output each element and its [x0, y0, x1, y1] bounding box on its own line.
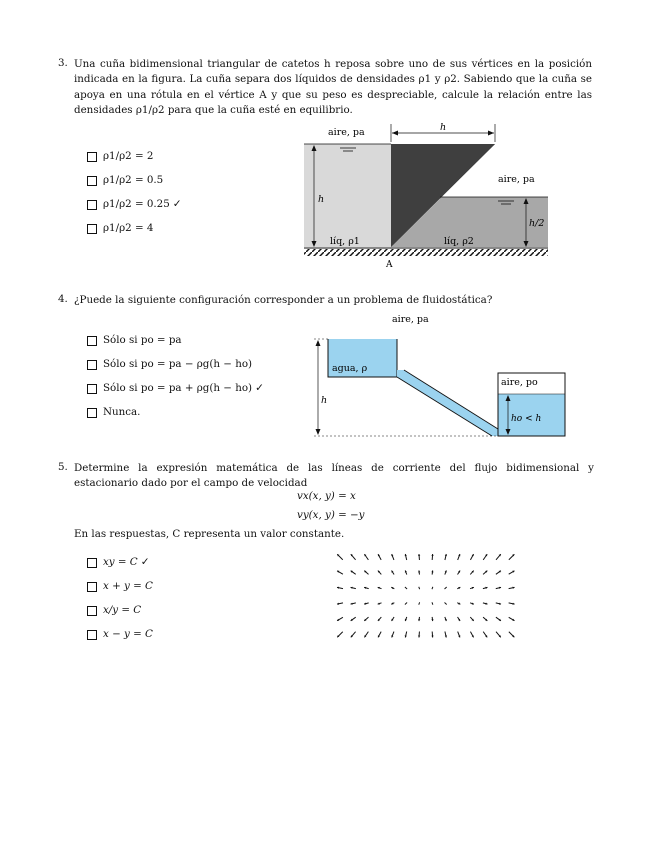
velocity-arrow — [418, 570, 420, 574]
velocity-arrow — [391, 554, 394, 560]
q5-option-1[interactable] — [87, 556, 153, 580]
q4-option-2-label: Sólo si po = pa − ρg(h − ho) — [103, 358, 253, 370]
velocity-arrow — [457, 587, 460, 589]
velocity-arrow — [391, 632, 394, 638]
q5-option-3-label: x/y = C — [103, 604, 142, 616]
velocity-arrow — [351, 571, 356, 575]
velocity-arrow — [496, 587, 501, 589]
label-air-top: aire, pa — [392, 314, 429, 325]
velocity-arrow — [431, 554, 433, 560]
velocity-arrow — [364, 617, 368, 621]
velocity-arrow — [351, 587, 356, 589]
checkbox[interactable] — [87, 200, 97, 210]
q4-option-4-label: Nunca. — [103, 406, 141, 418]
velocity-arrow — [419, 602, 420, 604]
velocity-arrow — [457, 602, 460, 604]
velocity-arrow — [418, 617, 420, 621]
velocity-arrow — [496, 554, 501, 560]
velocity-arrow — [431, 632, 433, 638]
label-air-left: aire, pa — [328, 127, 365, 138]
q5-number: 5. — [58, 461, 68, 473]
label-air-right: aire, pa — [498, 174, 535, 185]
velocity-arrow — [364, 603, 369, 605]
velocity-arrow — [378, 617, 381, 621]
q5-option-1-label: xy = C — [103, 556, 138, 568]
velocity-arrow — [337, 603, 343, 605]
checkbox[interactable] — [87, 152, 97, 162]
velocity-arrow — [405, 587, 407, 589]
q3-option-2-label: ρ1/ρ2 = 0.5 — [103, 174, 164, 186]
q4-options — [87, 334, 264, 430]
velocity-arrow — [470, 571, 473, 575]
velocity-arrow — [483, 587, 488, 589]
velocity-arrow — [418, 632, 420, 638]
velocity-arrow — [337, 617, 343, 620]
velocity-arrow — [470, 554, 473, 560]
velocity-arrow — [509, 617, 515, 620]
label-h-half: h/2 — [529, 218, 545, 229]
velocity-arrow — [391, 587, 394, 589]
velocity-arrow — [458, 571, 461, 575]
velocity-arrow — [419, 587, 420, 589]
velocity-arrow — [509, 632, 515, 638]
velocity-arrow — [445, 587, 447, 589]
velocity-arrow — [470, 632, 473, 638]
velocity-arrow — [378, 571, 381, 575]
q5-note: En las respuestas, C representa un valor constante. — [74, 528, 345, 540]
velocity-arrow — [392, 617, 395, 621]
q3-option-2[interactable] — [87, 174, 181, 198]
velocity-arrow — [445, 632, 447, 638]
q5-equation-2: vy(x, y) = −y — [297, 509, 365, 521]
velocity-arrow — [405, 554, 407, 560]
q4-figure — [310, 310, 572, 440]
velocity-arrow — [432, 602, 433, 604]
checkbox[interactable] — [87, 176, 97, 186]
checkbox[interactable] — [87, 224, 97, 234]
q4-option-3-label: Sólo si po = pa + ρg(h − ho) — [103, 382, 253, 394]
velocity-arrow — [483, 603, 488, 605]
velocity-arrow — [483, 571, 487, 575]
q3-figure — [300, 120, 555, 270]
velocity-arrow — [351, 554, 356, 560]
q4-option-2[interactable] — [87, 358, 264, 382]
q4-option-1[interactable] — [87, 334, 264, 358]
checkbox[interactable] — [87, 384, 97, 394]
checkbox[interactable] — [87, 630, 97, 640]
checkbox[interactable] — [87, 606, 97, 616]
q3-option-1-label: ρ1/ρ2 = 2 — [103, 150, 154, 162]
velocity-arrow — [470, 617, 473, 621]
velocity-arrow — [378, 602, 382, 604]
checkbox[interactable] — [87, 336, 97, 346]
q3-option-1[interactable] — [87, 150, 181, 174]
velocity-arrow — [364, 571, 368, 575]
q5-text: Determine la expresión matemática de las líneas de corriente del flujo bidimensional y estacionario dado por el campo de velocidad — [74, 462, 594, 490]
label-h-top: h — [440, 122, 447, 133]
checkbox[interactable] — [87, 582, 97, 592]
velocity-arrow — [509, 554, 515, 560]
velocity-arrow — [483, 554, 487, 560]
velocity-arrow — [337, 571, 343, 574]
velocity-arrow — [509, 571, 515, 574]
velocity-arrow — [483, 617, 487, 621]
q5-options — [87, 556, 153, 652]
velocity-arrow — [378, 632, 381, 638]
q5-option-2[interactable] — [87, 580, 153, 604]
velocity-arrow — [351, 632, 356, 638]
q3-option-4[interactable] — [87, 222, 181, 246]
velocity-arrow — [483, 632, 487, 638]
q4-number: 4. — [58, 293, 68, 305]
velocity-arrow — [418, 554, 420, 560]
velocity-arrow — [431, 617, 433, 621]
q5-velocity-field — [334, 550, 520, 642]
velocity-arrow — [458, 617, 461, 621]
velocity-arrow — [405, 632, 407, 638]
velocity-arrow — [337, 587, 343, 589]
velocity-arrow — [445, 554, 447, 560]
velocity-arrow — [378, 554, 381, 560]
velocity-arrow — [458, 554, 461, 560]
q4-text: ¿Puede la siguiente configuración corresponder a un problema de fluidostática? — [74, 294, 493, 306]
checkmark-icon: ✓ — [140, 556, 150, 568]
q3-text: Una cuña bidimensional triangular de catetos h reposa sobre uno de sus vértices en la posición indicada en la figura. La cuña separa dos líquidos de densidades ρ1 y ρ2. Sabiendo que la cuña se apoya en una rótula en el vértice A y que su peso es despreciable, calcule la relación entre las densidades ρ1/ρ2 para que la cuña esté en equilibrio. — [74, 58, 592, 117]
pipe-water — [397, 370, 498, 436]
label-h: h — [321, 395, 328, 406]
velocity-arrow — [445, 603, 447, 605]
q3-number: 3. — [58, 57, 68, 69]
label-vertex-a: A — [386, 260, 393, 270]
ground-hatch — [304, 249, 548, 256]
velocity-arrow — [378, 587, 382, 589]
velocity-arrow — [337, 554, 343, 560]
velocity-arrow — [432, 587, 433, 589]
checkmark-icon: ✓ — [255, 382, 264, 394]
velocity-arrow — [509, 587, 515, 589]
checkbox[interactable] — [87, 360, 97, 370]
q3-option-3[interactable] — [87, 198, 181, 222]
q5-option-4[interactable] — [87, 628, 153, 652]
velocity-arrow — [470, 587, 474, 589]
q5-equation-1: vx(x, y) = x — [297, 490, 356, 502]
velocity-arrow — [391, 602, 394, 604]
q3-option-3-label: ρ1/ρ2 = 0.25 — [103, 198, 170, 210]
velocity-arrow — [364, 587, 369, 589]
velocity-arrow — [445, 617, 447, 621]
velocity-arrow — [405, 570, 407, 574]
label-liq-2: líq, ρ2 — [444, 236, 474, 247]
velocity-arrow — [496, 571, 501, 575]
velocity-arrow — [337, 632, 343, 638]
q4-option-3[interactable] — [87, 382, 264, 406]
label-h-left: h — [318, 194, 325, 205]
q4-option-1-label: Sólo si po = pa — [103, 334, 182, 346]
label-ho: ho < h — [511, 414, 542, 424]
velocity-arrow — [470, 602, 474, 604]
velocity-arrow — [351, 617, 356, 621]
velocity-arrow — [351, 603, 356, 605]
velocity-arrow — [496, 632, 501, 638]
velocity-arrow — [364, 632, 368, 638]
velocity-arrow — [405, 617, 407, 621]
q4-option-4[interactable] — [87, 406, 264, 430]
velocity-arrow — [405, 603, 407, 605]
velocity-arrow — [392, 571, 395, 575]
velocity-arrow — [364, 554, 368, 560]
velocity-arrow — [496, 603, 501, 605]
velocity-arrow — [445, 570, 447, 574]
label-water: agua, ρ — [332, 363, 368, 374]
checkbox[interactable] — [87, 408, 97, 418]
velocity-arrow — [509, 603, 515, 605]
q5-option-3[interactable] — [87, 604, 153, 628]
velocity-arrow — [496, 617, 501, 621]
label-air-right: aire, po — [501, 377, 538, 388]
q5-option-4-label: x − y = C — [103, 628, 153, 640]
velocity-arrow — [458, 632, 461, 638]
label-liq-1: líq, ρ1 — [330, 236, 360, 247]
velocity-arrow — [431, 570, 433, 574]
checkbox[interactable] — [87, 558, 97, 568]
q3-option-4-label: ρ1/ρ2 = 4 — [103, 222, 154, 234]
q3-options — [87, 150, 181, 246]
q5-option-2-label: x + y = C — [103, 580, 153, 592]
checkmark-icon: ✓ — [172, 198, 182, 210]
